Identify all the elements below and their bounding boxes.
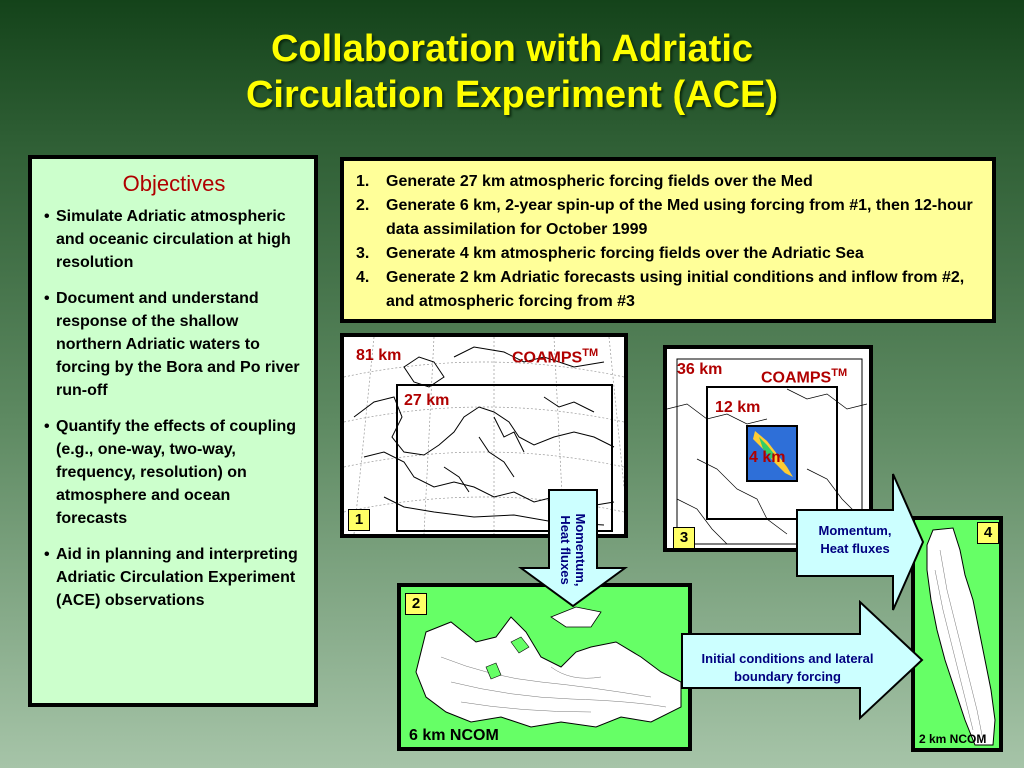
- model-label: 6 km NCOM: [409, 727, 499, 744]
- objective-item: • Document and understand response of the shallow northern Adriatic waters to forcing by the Bora and Po river run-off: [44, 287, 304, 402]
- outer-resolution-label: 81 km: [356, 347, 402, 364]
- model-name: COAMPS: [512, 349, 583, 367]
- model-label: 2 km NCOM: [919, 732, 987, 746]
- inner-resolution-label: 27 km: [404, 392, 450, 409]
- step-text: Generate 6 km, 2-year spin-up of the Med using forcing from #1, then 12-hour data assimilation for October 1999: [386, 197, 973, 238]
- mediterranean-map-image: [401, 587, 688, 747]
- objective-item: • Quantify the effects of coupling (e.g., one-way, two-way, frequency, resolution) on atmosphere and ocean forecasts: [44, 415, 304, 530]
- steps-box: [340, 157, 996, 323]
- title-line-2: Circulation Experiment (ACE): [245, 74, 779, 116]
- panel-number: 1: [348, 509, 370, 531]
- step-item: [354, 266, 980, 314]
- step-item: [354, 242, 980, 266]
- objective-item: • Aid in planning and interpreting Adriatic Circulation Experiment (ACE) observations: [44, 543, 304, 612]
- objective-item: • Simulate Adriatic atmospheric and oceanic circulation at high resolution: [44, 205, 304, 274]
- panel-number: 4: [977, 522, 999, 544]
- panel-number: 3: [673, 527, 695, 549]
- step-text: Generate 2 km Adriatic forecasts using initial conditions and inflow from #2, and atmospheric forcing from #3: [386, 269, 965, 310]
- down-arrow-label: Momentum, Heat fluxes: [558, 513, 588, 587]
- right-arrow-label: Momentum, Heat fluxes: [818, 523, 892, 556]
- step-number: 3.: [356, 245, 370, 262]
- title-line-1: Collaboration with Adriatic: [270, 28, 754, 70]
- inner-resolution-label: 4 km: [749, 449, 786, 466]
- objectives-box: [28, 155, 318, 707]
- step-text: Generate 27 km atmospheric forcing fields over the Med: [386, 173, 813, 190]
- outer-resolution-label: 36 km: [677, 361, 723, 378]
- trademark-mark: TM: [831, 367, 848, 379]
- step-item: [354, 170, 980, 194]
- step-number: 4.: [356, 269, 370, 286]
- page-title: [0, 26, 1024, 118]
- steps-list: [354, 170, 980, 314]
- trademark-mark: TM: [582, 347, 599, 359]
- model-name: COAMPS: [761, 369, 832, 387]
- mid-resolution-label: 12 km: [715, 399, 761, 416]
- bottom-arrow-label: Initial conditions and lateral boundary forcing: [701, 651, 874, 684]
- step-text: Generate 4 km atmospheric forcing fields over the Adriatic Sea: [386, 245, 864, 262]
- model-label: [512, 347, 598, 367]
- objectives-list: [44, 205, 304, 612]
- objectives-heading: Objectives: [122, 171, 226, 196]
- model-label: [761, 367, 847, 387]
- step-number: 2.: [356, 197, 370, 214]
- panel-number: 2: [405, 593, 427, 615]
- step-item: [354, 194, 980, 242]
- step-number: 1.: [356, 173, 370, 190]
- adriatic-ocean-map-image: [915, 520, 999, 748]
